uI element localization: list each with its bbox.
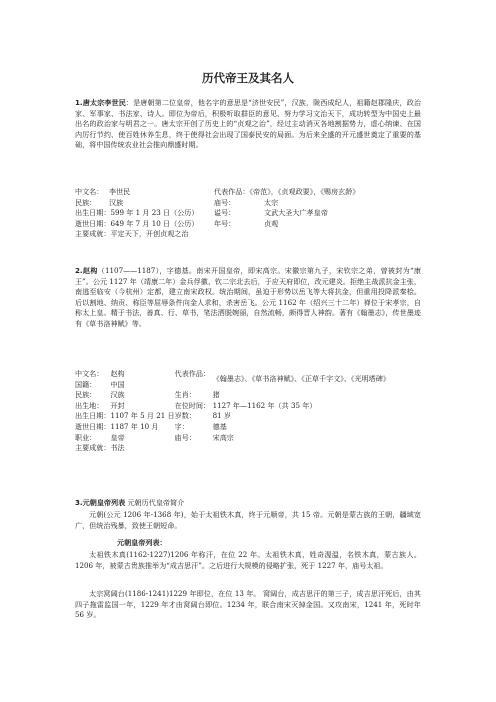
yuan-entry-taizu: 太祖铁木真(1162-1227)1206 年称汗，在位 22 年。太祖铁木真，姓奇渥温，名铁木真，蒙古族人。1206 年，被蒙古贵族推举为“成吉思汗”。之后进行大规模的侵略扩张，死于 1227 年，庙号太祖。 xyxy=(75,550,421,570)
value-cell: 汉族 xyxy=(109,197,124,207)
label-cell: 中文名： xyxy=(75,187,104,196)
table-row xyxy=(75,229,421,240)
label-cell: 代表作品： xyxy=(174,369,211,378)
value-cell: 1107 年 5 月 21 日 xyxy=(110,411,175,421)
value-cell: 代表作品：《帝范》，《贞观政要》，《赐房玄龄》 xyxy=(214,187,360,196)
label-cell: 中文名： xyxy=(75,369,104,378)
label-cell: 谥号： xyxy=(214,208,236,218)
value-cell: 赵构 xyxy=(110,369,125,378)
value-cell: 宋高宗 xyxy=(212,432,234,442)
value-cell: 太宗 xyxy=(264,197,279,207)
tang-text: ：是唐朝第二位皇帝，他名字的意思是“济世安民”，汉族，陇西成纪人，祖籍赵郡隆庆，政治家、军事家、书法家、诗人。即位为帝后，积极听取群臣的意见、努力学习文治天下，成功转型为中国史上最出名的政治家与明君之一。唐太宗开创了历史上的“贞观之治”，经过主动消灭各地割据势力，虚心纳谏、在国内厉行节约、使百姓休养生息，终于使得社会出现了国泰民安的局面。为后来全盛的开元盛世奠定了重要的基础，将中国传统农业社会推向鼎盛时期。 xyxy=(75,98,421,150)
yuan-intro: 元朝(公元 1206 年-1368 年)，始于太祖铁木真，终于元顺帝，共 15 帝。元朝是蒙古族的王朝，疆域宽广，但统治残暴，致使王朝短命。 xyxy=(75,510,421,530)
table-row xyxy=(75,433,421,444)
label-cell: 逝世日期： xyxy=(75,421,111,431)
value-cell: 李世民 xyxy=(109,187,131,196)
label-cell: 岁数： xyxy=(174,411,196,421)
label-cell: 主要成就： xyxy=(75,443,111,453)
value-cell: 中国 xyxy=(110,379,125,389)
yuan-heading-line xyxy=(75,498,184,508)
label-cell: 国籍： xyxy=(75,379,97,389)
table-row xyxy=(75,411,421,422)
label-cell: 出生地： xyxy=(75,400,104,410)
yuan-entry-taizong: 太宗窝阔台(1186-1241)1229 年即位，在位 13 年。 窝阔台，成吉思汗的第三子，成吉思汗死后，由其四子拖雷监国一年，1229 年才由窝阔台即位。1234 年，联合南宋灭掉金国。又攻南宋，1241 年，死时年 56 岁。 xyxy=(75,589,421,620)
value-cell: 开封 xyxy=(110,400,125,410)
label-cell: 民族： xyxy=(75,390,97,400)
song-info-table xyxy=(75,369,421,454)
yuan-heading: 3.元朝皇帝列表 xyxy=(75,498,126,507)
table-row xyxy=(75,443,421,454)
table-row xyxy=(75,401,421,412)
label-cell: 庙号： xyxy=(174,432,196,442)
value-cell: 皇帝 xyxy=(110,432,125,442)
value-cell: 81 岁 xyxy=(212,411,232,421)
song-text: （1107——1187），字德基。南宋开国皇帝，即宋高宗。宋徽宗第九子，宋钦宗之弟，曾被封为“康王”。公元 1127 年（靖康二年）金兵俘徽、钦二宗北去后，于应天府即位，改元建炎。拒绝主战派抗金主张，南逃至临安（今杭州）定都，建立南宋政权。统治期间，虽迫于形势以岳飞等大将抗金，但重用投降派秦桧。后以割地、纳贡、称臣等屈辱条件向金人求和，杀害岳飞。公元 1162 年（绍兴三十二年）禅位于宋孝宗，自称太上皇。精于书法，善真、行、草书，笔法洒脱婉丽，自然流畅，颇得晋人神韵。著有《翰墨志》，传世墨迹有《草书洛神赋》等。 xyxy=(75,266,421,328)
value-cell: 贞观 xyxy=(264,218,279,228)
value-cell: 文武大圣大广孝皇帝 xyxy=(264,208,328,218)
label-cell: 字： xyxy=(174,421,189,431)
label-cell: 职业： xyxy=(75,432,97,442)
value-cell: 逝世日期：649 年 7 月 10 日（公历） xyxy=(75,218,199,228)
label-cell: 民族： xyxy=(75,197,97,207)
label-cell: 年号： xyxy=(214,218,236,228)
table-row xyxy=(75,187,421,198)
table-row xyxy=(75,198,421,209)
value-cell: 主要成就：平定天下，开创贞观之治 xyxy=(75,229,189,239)
table-row xyxy=(75,219,421,230)
label-cell: 生肖： xyxy=(174,390,196,400)
song-heading: 2.赵构 xyxy=(75,266,98,275)
table-row xyxy=(75,369,421,380)
tang-heading: 1.唐太宗李世民 xyxy=(75,98,126,107)
yuan-list-heading: 元朝皇帝列表： xyxy=(117,538,167,547)
yuan-subheading: 元朝历代皇帝简介 xyxy=(125,498,185,507)
value-cell: 《翰墨志》、《草书洛神赋》、《正草千字文》、《光明塔碑》 xyxy=(212,374,390,384)
value-cell: 书法 xyxy=(110,443,125,453)
value-cell: 猪 xyxy=(212,390,220,400)
tang-info-table xyxy=(75,187,421,240)
song-paragraph xyxy=(75,266,421,330)
table-row xyxy=(75,390,421,401)
tang-paragraph xyxy=(75,98,421,151)
page-title: 历代帝王及其名人 xyxy=(202,71,294,85)
value-cell: 德基 xyxy=(212,421,227,431)
value-cell: 汉族 xyxy=(110,390,125,400)
label-cell: 出生日期： xyxy=(75,411,111,421)
table-row xyxy=(75,208,421,219)
value-cell: 1187 年 10 月 xyxy=(110,421,159,431)
value-cell: 1127 年—1162 年（共 35 年） xyxy=(212,400,317,410)
label-cell: 庙号： xyxy=(214,197,236,207)
label-cell: 在位时间： xyxy=(174,400,211,410)
table-row xyxy=(75,422,421,433)
value-cell: 出生日期：599 年 1 月 23 日（公历） xyxy=(75,208,199,218)
